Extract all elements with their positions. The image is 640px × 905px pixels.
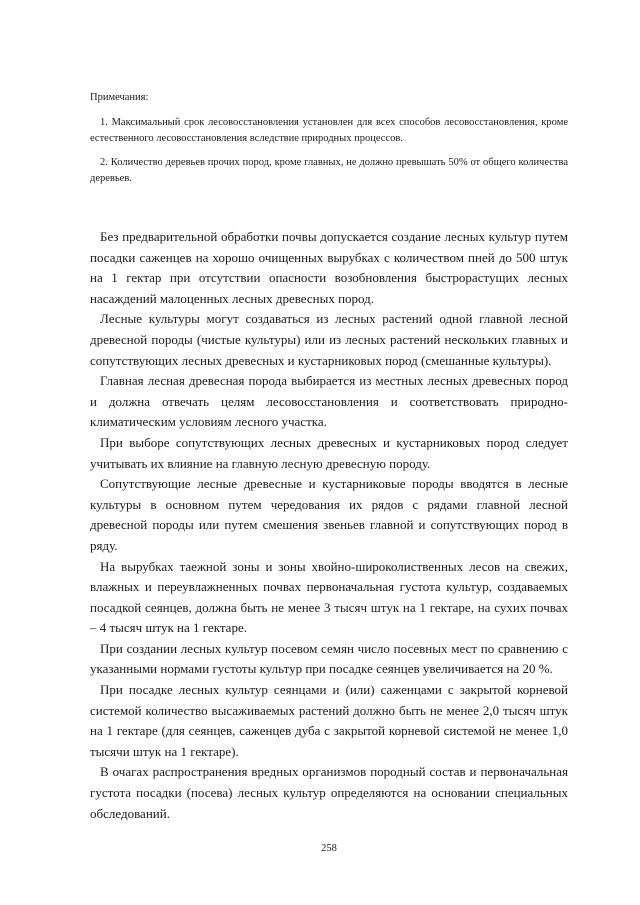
note-1: 1. Максимальный срок лесовосстановления установлен для всех способов лесовосстановления, кроме естественного лесовосстановления вследствие природных процессов. [90, 117, 568, 144]
page-number: 258 [321, 843, 337, 854]
body-text [90, 227, 568, 824]
paragraph: Лесные культуры могут создаваться из лесных растений одной главной лесной древесной породы (чистые культуры) или из лесных растений нескольких главных и сопутствующих лесных древесных и кустарниковых пород (смешанные культуры). [90, 311, 568, 368]
paragraph: На вырубках таежной зоны и зоны хвойно-широколиственных лесов на свежих, влажных и переувлажненных почвах первоначальная густота культур, создаваемых посадкой сеянцев, должна быть не менее 3 тысяч штук на 1 гектаре, на сухих почвах – 4 тысяч штук на 1 гектаре. [90, 558, 568, 636]
paragraph: Без предварительной обработки почвы допускается создание лесных культур путем посадки саженцев на хорошо очищенных вырубках с количеством пней до 500 штук на 1 гектар при отсутствии опасности возобновления быстрорастущих лесных насаждений малоценных лесных древесных пород. [90, 229, 568, 306]
notes-heading: Примечания: [90, 92, 149, 103]
paragraph: При посадке лесных культур сеянцами и (или) саженцами с закрытой корневой системой количество высаживаемых растений должно быть не менее 2,0 тысяч штук на 1 гектаре (для сеянцев, саженцев дуба с закрытой корневой системой не менее 1,0 тысячи штук на 1 гектаре). [90, 682, 568, 759]
paragraph: При выборе сопутствующих лесных древесных и кустарниковых пород следует учитывать их влияние на главную лесную древесную породу. [90, 434, 568, 471]
paragraph: В очагах распространения вредных организмов породный состав и первоначальная густота посадки (посева) лесных культур определяются на основании специальных обследований. [90, 764, 568, 821]
paragraph: Главная лесная древесная порода выбирается из местных лесных древесных пород и должна отвечать целям лесовосстановления и соответствовать природно-климатическим условиям лесного участка. [90, 373, 568, 430]
paragraph: При создании лесных культур посевом семян число посевных мест по сравнению с указанными нормами густоты культур при посадке сеянцев увеличивается на 20 %. [90, 640, 568, 677]
paragraph: Сопутствующие лесные древесные и кустарниковые породы вводятся в лесные культуры в основном путем чередования их рядов с рядами главной лесной древесной породы или путем смешения звеньев главной и сопутствующих пород в ряду. [90, 476, 568, 553]
document-page [90, 0, 568, 905]
note-2: 2. Количество деревьев прочих пород, кроме главных, не должно превышать 50% от общего количества деревьев. [90, 157, 568, 184]
